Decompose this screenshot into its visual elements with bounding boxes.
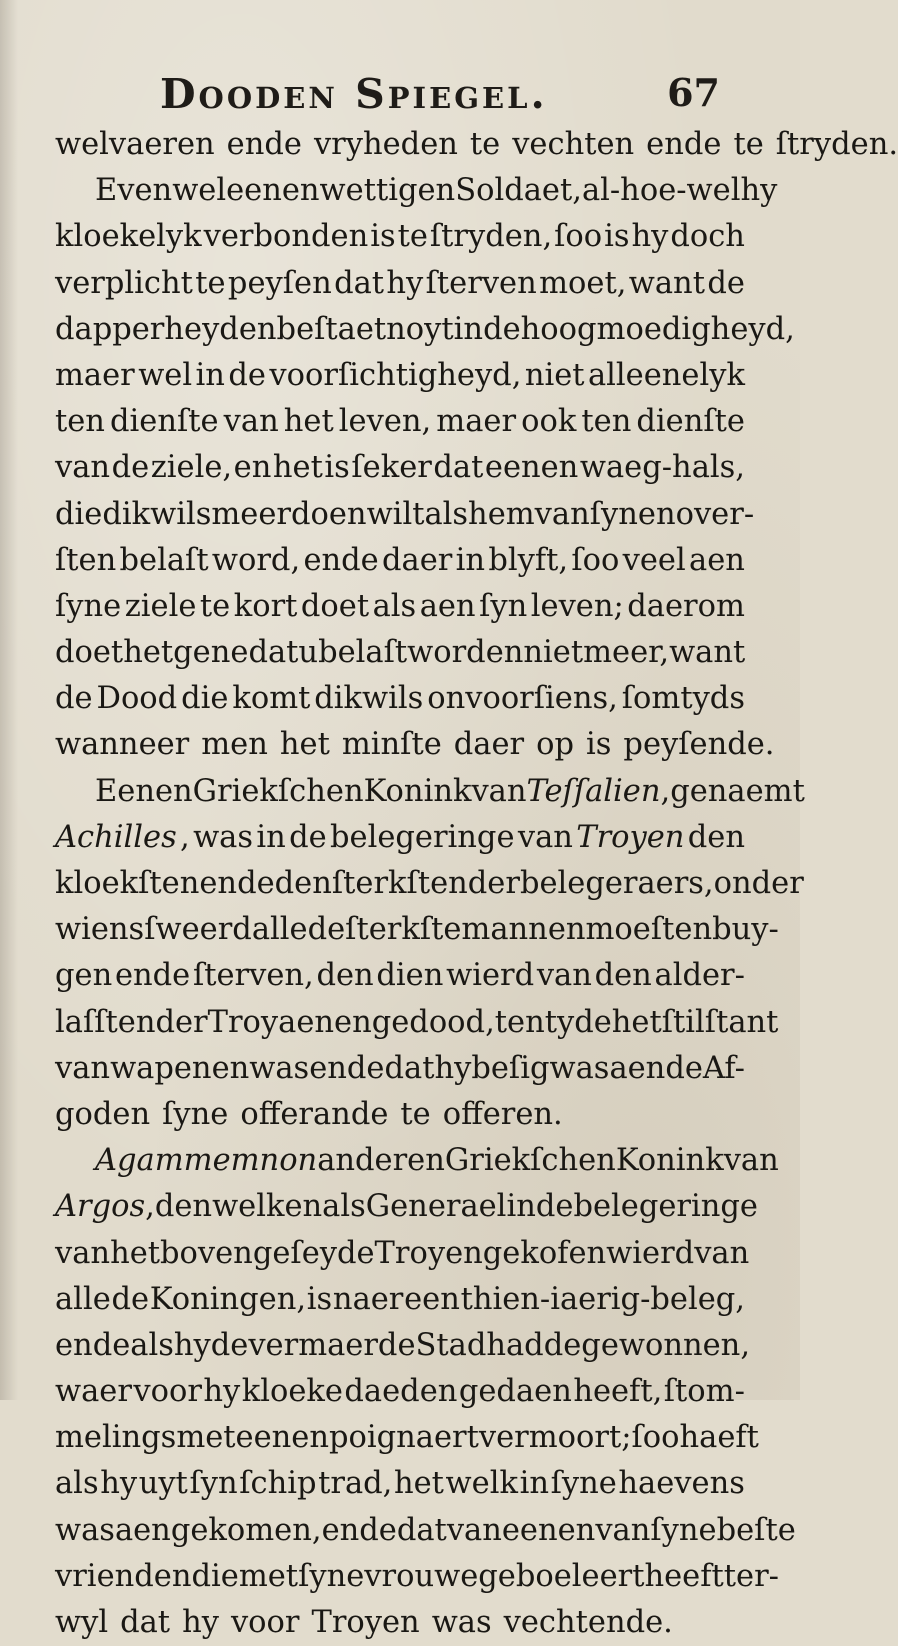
text-line: wanneer men het minſte daer op is peyſende. <box>55 727 775 763</box>
text-line: melings met eenen poignaert vermoort; ſoo haeft <box>55 1420 759 1456</box>
text-line: goden ſyne offerande te offeren. <box>55 1096 563 1132</box>
text-line: wyl dat hy voor Troyen was vechtende. <box>55 1605 673 1640</box>
text-line: doet het gene dat u belaſt word en niet meer, want <box>55 635 746 671</box>
text-line: welvaeren ende vryheden te vechten ende te ſtryden. <box>55 127 898 162</box>
text-line: Eenen Griekſchen Konink van Teſſalien , genaemt <box>95 773 805 809</box>
text-line: was aengekomen, ende dat van eenen van ſyne beſte <box>55 1512 796 1548</box>
text-line: Argos , den welken als Generael in de belegeringe <box>55 1189 758 1225</box>
text-line: kloekelyk verbonden is te ſtryden, ſoo is hy doch <box>55 219 745 255</box>
text-line: ten dienſte van het leven, maer ook ten dienſte <box>55 404 745 440</box>
text-line: Evenwel eenen wettigen Soldaet, al-hoe-wel hy <box>95 173 778 209</box>
text-line: ſyne ziele te kort doet als aen ſyn leven; daerom <box>55 588 745 624</box>
text-line: ende als hy de vermaerde Stad hadde gewonnen, <box>55 1327 751 1363</box>
text-line: als hy uyt ſyn ſchip trad, het welk in ſyne haevens <box>55 1466 745 1502</box>
text-line: van wapenen was ende dat hy beſig was aen de Af- <box>55 1050 745 1086</box>
text-line: ſten belaſt word, ende daer in blyft, ſoo veel aen <box>55 542 745 578</box>
page-number: 67 <box>667 70 720 115</box>
text-line: van de ziele, en het is ſeker dat eenen waeg-hals, <box>55 450 745 486</box>
text-line: waer voor hy kloeke daeden gedaen heeft, ſtom- <box>55 1374 745 1410</box>
body-text <box>55 122 898 1646</box>
running-title: Dooden Spiegel. <box>160 70 548 118</box>
page-fold-shadow <box>0 0 18 1400</box>
text-line: dapperheyd en beſtaet noyt in de hoogmoedigheyd, <box>55 311 795 347</box>
text-line: Achilles , was in de belegeringe van Troyen den <box>55 819 745 855</box>
text-line: maer wel in de voorſichtigheyd, niet alleenelyk <box>55 357 745 393</box>
text-line: de Dood die komt dikwils onvoorſiens, ſomtyds <box>55 681 745 717</box>
text-line: Agammemnon anderen Griekſchen Konink van <box>95 1143 779 1179</box>
page-header <box>160 58 720 128</box>
text-line: alle de Koningen, is naer een thien-iaerig-beleg, <box>55 1281 745 1317</box>
text-line: kloekſten ende den ſterkſten der belegeraers, onder <box>55 866 804 901</box>
text-line: van het boven geſeyde Troyen gekofen wierd van <box>55 1235 750 1271</box>
text-line: laſſten der Troyaenen gedood, ten tyde het ſtilſtant <box>55 1004 779 1040</box>
text-line: die dikwils meer doen wilt als hem van ſynen over- <box>55 496 755 532</box>
text-line: verplicht te peyſen dat hy ſterven moet, want de <box>55 265 745 301</box>
text-line: gen ende ſterven, den dien wierd van den alder- <box>55 958 745 994</box>
text-line: vrienden die met ſyne vrouwe geboeleert heeft ter- <box>55 1558 779 1594</box>
text-line: wiens ſweerd alle de ſterkſte mannen moeſten buy- <box>55 912 779 948</box>
